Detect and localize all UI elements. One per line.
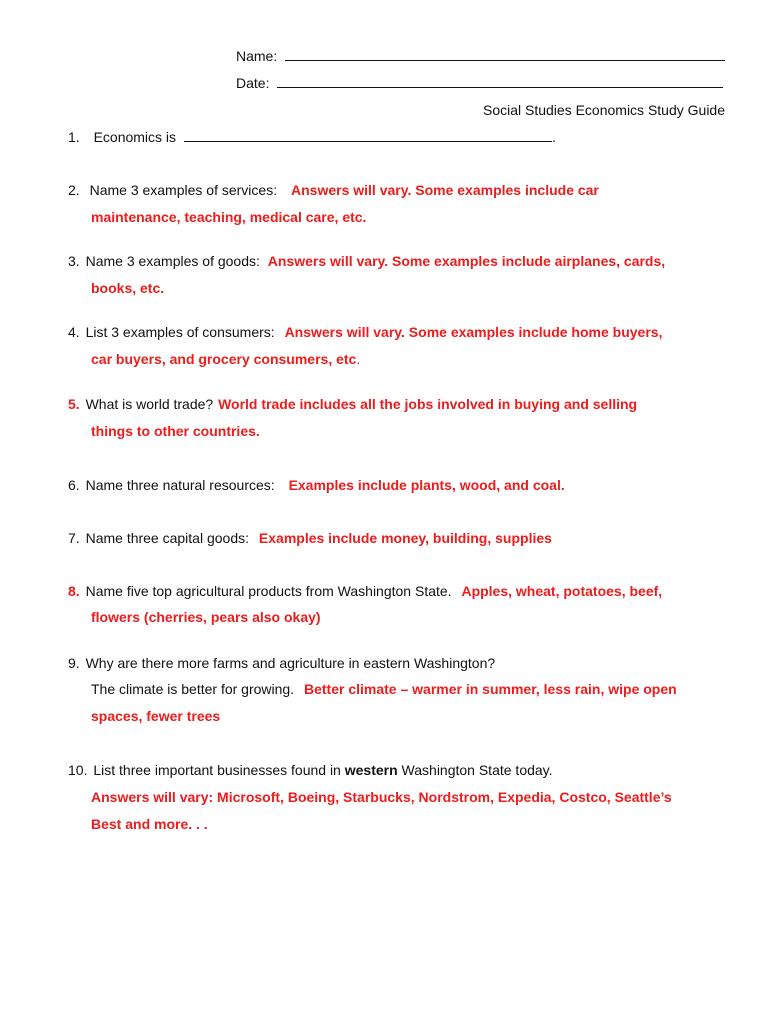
name-blank[interactable]: [285, 47, 725, 61]
answer-text-continued: books, etc.: [91, 280, 165, 296]
question-5: [68, 395, 637, 413]
question-6: [68, 476, 565, 494]
question-3: [68, 252, 665, 270]
answer-text-continued: things to other countries.: [91, 423, 260, 439]
question-end: .: [551, 129, 556, 145]
answer-text-continued: flowers (cherries, pears also okay): [91, 609, 321, 625]
question-1: [68, 128, 556, 146]
student-answer-text: The climate is better for growing.: [91, 681, 295, 697]
question-text: What is world trade?: [85, 396, 214, 412]
answer-text: Answers will vary: Microsoft, Boeing, Starbucks, Nordstrom, Expedia, Costco, Seattle’s: [91, 789, 672, 805]
name-line: [236, 47, 725, 65]
answer-text-continued: spaces, fewer trees: [91, 708, 221, 724]
question-number: 10.: [68, 762, 88, 778]
answer-text: Better climate – warmer in summer, less rain, wipe open: [303, 681, 677, 697]
question-text: Name five top agricultural products from Washington State.: [85, 583, 452, 599]
question-8: [68, 582, 662, 600]
question-number: 3.: [68, 253, 80, 269]
question-4: [68, 323, 662, 341]
date-label: Date:: [236, 75, 270, 91]
answer-text-continued: Best and more. . .: [91, 816, 208, 832]
question-text: Name three capital goods:: [85, 530, 250, 546]
question-number: 1.: [68, 129, 80, 145]
answer-period: .: [356, 351, 361, 367]
question-number: 5.: [68, 396, 80, 412]
question-text: List 3 examples of consumers:: [85, 324, 275, 340]
question-number: 4.: [68, 324, 80, 340]
answer-text: Answers will vary. Some examples include airplanes, cards,: [267, 253, 666, 269]
date-line: [236, 74, 723, 92]
answer-text: World trade includes all the jobs involved in buying and selling: [218, 396, 638, 412]
name-label: Name:: [236, 48, 278, 64]
question-9: [68, 654, 495, 672]
answer-blank[interactable]: [184, 128, 552, 142]
question-text: Why are there more farms and agriculture in eastern Washington?: [85, 655, 496, 671]
question-text: Name 3 examples of services:: [89, 182, 278, 198]
question-7: [68, 529, 552, 547]
question-number: 2.: [68, 182, 80, 198]
question-number: 9.: [68, 655, 80, 671]
answer-text: Apples, wheat, potatoes, beef,: [461, 583, 663, 599]
answer-text: Answers will vary. Some examples include car: [291, 182, 599, 198]
answer-text-continued: maintenance, teaching, medical care, etc.: [91, 209, 367, 225]
question-text: Economics is: [93, 129, 177, 145]
answer-text: Examples include plants, wood, and coal.: [288, 477, 565, 493]
date-blank[interactable]: [277, 74, 723, 88]
question-text-end: Washington State today.: [401, 762, 553, 778]
question-10: [68, 761, 553, 779]
question-number: 6.: [68, 477, 80, 493]
question-2: [68, 181, 599, 199]
question-text: List three important businesses found in: [93, 762, 341, 778]
question-text: Name 3 examples of goods:: [85, 253, 260, 269]
answer-text: Answers will vary. Some examples include home buyers,: [284, 324, 663, 340]
question-number: 8.: [68, 583, 80, 599]
question-9-line-2: [91, 680, 677, 698]
answer-text-continued: [91, 350, 360, 368]
question-text: Name three natural resources:: [85, 477, 275, 493]
document-title: Social Studies Economics Study Guide: [482, 102, 725, 118]
question-number: 7.: [68, 530, 80, 546]
question-text-emphasis: western: [344, 762, 398, 778]
answer-text-line: car buyers, and grocery consumers, etc: [91, 351, 357, 367]
answer-text: Examples include money, building, supplies: [258, 530, 552, 546]
